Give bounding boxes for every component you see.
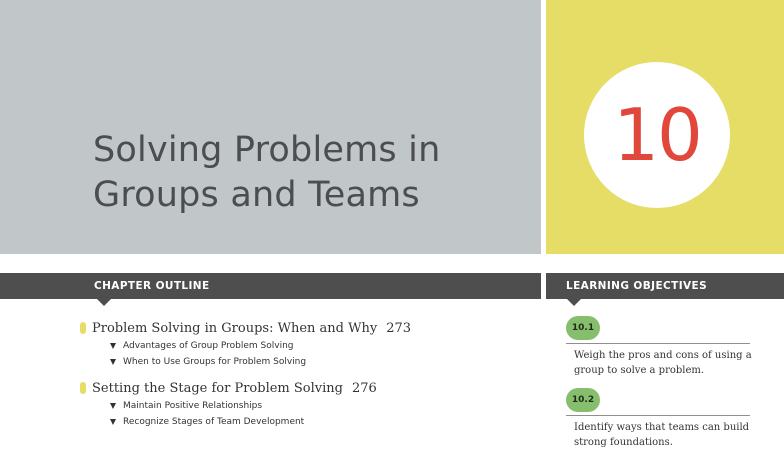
outline-subsection-label: Recognize Stages of Team Development	[123, 417, 305, 427]
outline-subsection[interactable]	[110, 354, 540, 370]
chapter-title-line-2: Groups and Teams	[93, 175, 420, 215]
outline-subsection-label: Advantages of Group Problem Solving	[123, 341, 294, 351]
objective-text: Identify ways that teams can build strong foundations.	[574, 422, 750, 448]
learning-objectives-heading: LEARNING OBJECTIVES	[566, 280, 708, 292]
triangle-down-icon	[110, 343, 116, 349]
bullet-icon	[80, 322, 86, 334]
outline-section	[80, 378, 540, 430]
outline-section-title: Setting the Stage for Problem Solving	[92, 380, 343, 396]
objective-item	[566, 388, 762, 450]
learning-objectives-header	[546, 273, 784, 299]
outline-subsection[interactable]	[110, 338, 540, 354]
objective-divider	[566, 415, 750, 416]
chapter-number: 10	[613, 93, 701, 177]
chapter-outline	[80, 318, 540, 438]
outline-section-title: Problem Solving in Groups: When and Why	[92, 320, 378, 336]
outline-section	[80, 318, 540, 370]
chapter-title	[93, 128, 533, 218]
chapter-outline-header	[0, 273, 541, 299]
outline-subsection-label: Maintain Positive Relationships	[123, 401, 263, 411]
outline-subsection[interactable]	[110, 414, 540, 430]
chapter-number-circle	[584, 62, 730, 208]
learning-objectives	[566, 316, 762, 460]
outline-section-head[interactable]	[80, 318, 540, 338]
outline-subsection-label: When to Use Groups for Problem Solving	[123, 357, 307, 367]
chapter-outline-heading: CHAPTER OUTLINE	[94, 280, 210, 292]
outline-subsections	[110, 398, 540, 430]
bullet-icon	[80, 382, 86, 394]
objective-text: Weigh the pros and cons of using a group to solve a problem.	[574, 350, 752, 376]
triangle-down-icon	[110, 419, 116, 425]
outline-section-head[interactable]	[80, 378, 540, 398]
objective-item	[566, 316, 762, 378]
outline-subsections	[110, 338, 540, 370]
outline-section-page: 276	[351, 380, 377, 396]
title-panel	[0, 0, 541, 254]
chapter-title-line-1: Solving Problems in	[93, 130, 441, 170]
outline-subsection[interactable]	[110, 398, 540, 414]
pointer-down-icon	[97, 299, 111, 306]
objective-number-badge: 10.1	[566, 316, 600, 340]
triangle-down-icon	[110, 403, 116, 409]
objective-number-badge: 10.2	[566, 388, 600, 412]
objective-divider	[566, 343, 750, 344]
outline-section-page: 273	[386, 320, 412, 336]
triangle-down-icon	[110, 359, 116, 365]
pointer-down-icon	[567, 299, 581, 306]
